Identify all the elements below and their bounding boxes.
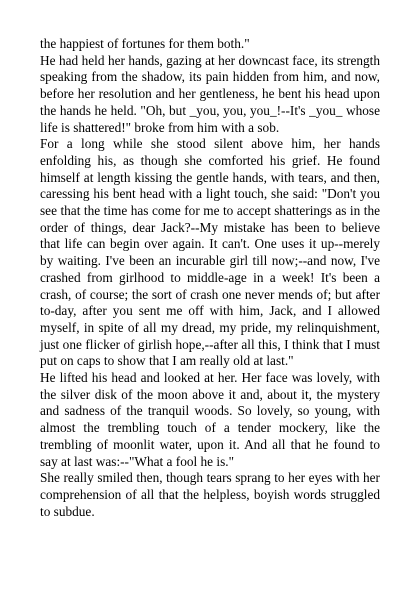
page-text bbox=[40, 36, 380, 520]
paragraph: He lifted his head and looked at her. Her face was lovely, with the silver disk of the moon above it and, about it, the mystery and sadness of the tranquil woods. So lovely, so young, with almost the trembling touch of a tender mockery, like the trembling of moonlit water, upon it. And all that he found to say at last was:--"What a fool he is." bbox=[40, 370, 380, 469]
paragraph: For a long while she stood silent above him, her hands enfolding his, as though she comforted his grief. He found himself at length kissing the gentle hands, with tears, and then, caressing his bent head with a light touch, she said: "Don't you see that the time has come for me to accept shatterings as in the order of things, dear Jack?--My mistake has been to believe that life can begin over again. It can't. One uses it up--merely by waiting. I've been an incurable girl till now;--and now, I've crashed from girlhood to middle-age in a week! It's been a crash, of course; the sort of crash one never mends of; but after to-day, after you sent me off with him, Jack, and I allowed myself, in spite of all my dread, my pride, my relinquishment, just one flicker of girlish hope,--after all this, I think that I must put on caps to show that I am really old at last." bbox=[40, 136, 380, 369]
paragraph: She really smiled then, though tears sprang to her eyes with her comprehension of all that the helpless, boyish words struggled to subdue. bbox=[40, 470, 380, 519]
paragraph: the happiest of fortunes for them both." bbox=[40, 36, 250, 51]
paragraph: He had held her hands, gazing at her downcast face, its strength speaking from the shadow, its pain hidden from him, and now, before her resolution and her gentleness, he bent his head upon the hands he held. "Oh, but _you, you, you_!--It's _you_ whose life is shattered!" broke from him with a sob. bbox=[40, 52, 380, 135]
